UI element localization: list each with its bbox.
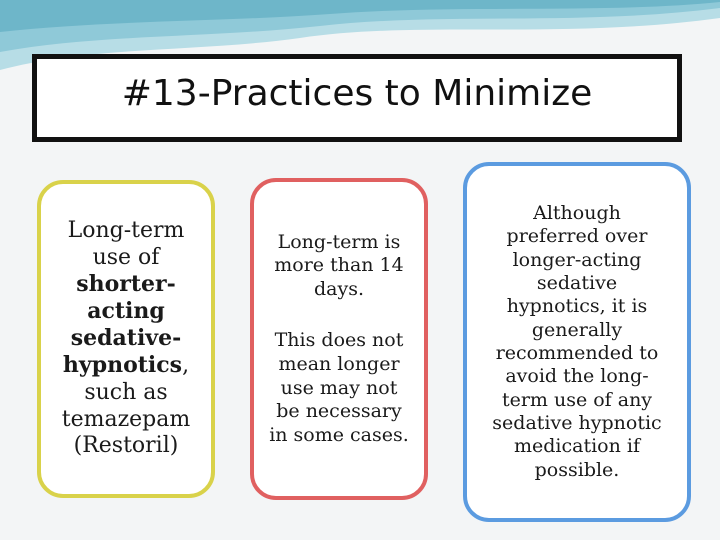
middle-line: Long-term is [277,230,401,253]
left-comma: , [182,352,190,378]
right-line: longer-acting [512,248,642,271]
right-line: possible. [534,458,620,481]
left-card-text [62,218,191,460]
left-bold-line: acting [87,298,165,325]
middle-card [250,178,428,500]
left-line: use of [92,244,160,270]
right-line: medication if [513,435,640,458]
middle-line: more than 14 [274,254,404,277]
left-line: such as [84,379,168,405]
right-line: sedative [536,271,618,294]
right-line: Although [533,201,621,224]
right-line: recommended to [495,342,659,364]
middle-line: in some cases. [269,423,409,446]
title-box [32,54,682,142]
left-line: (Restoril) [73,433,179,459]
left-line: Long-term [67,217,185,243]
right-card-text [492,202,661,482]
middle-line: be necessary [276,400,402,423]
middle-line: mean longer [278,353,400,375]
left-bold-line: hypnotics [62,351,183,378]
left-bold-line: shorter- [76,271,176,298]
middle-line: days. [313,277,364,300]
left-line: temazepam [61,406,191,432]
middle-line: use may not [280,376,398,399]
left-bold-line: sedative- [70,325,182,352]
middle-line: This does not [274,329,404,352]
right-line: generally [531,318,623,341]
middle-para-2 [269,329,409,447]
slide-title: #13-Practices to Minimize [121,72,593,114]
right-line: hypnotics, it is [506,295,648,318]
right-line: preferred over [506,225,648,248]
right-line: avoid the long- [505,365,649,388]
left-card [37,180,215,498]
middle-para-1 [274,231,403,302]
right-line: term use of any [501,388,653,411]
right-card [463,162,691,522]
right-line: sedative hypnotic [492,412,662,435]
